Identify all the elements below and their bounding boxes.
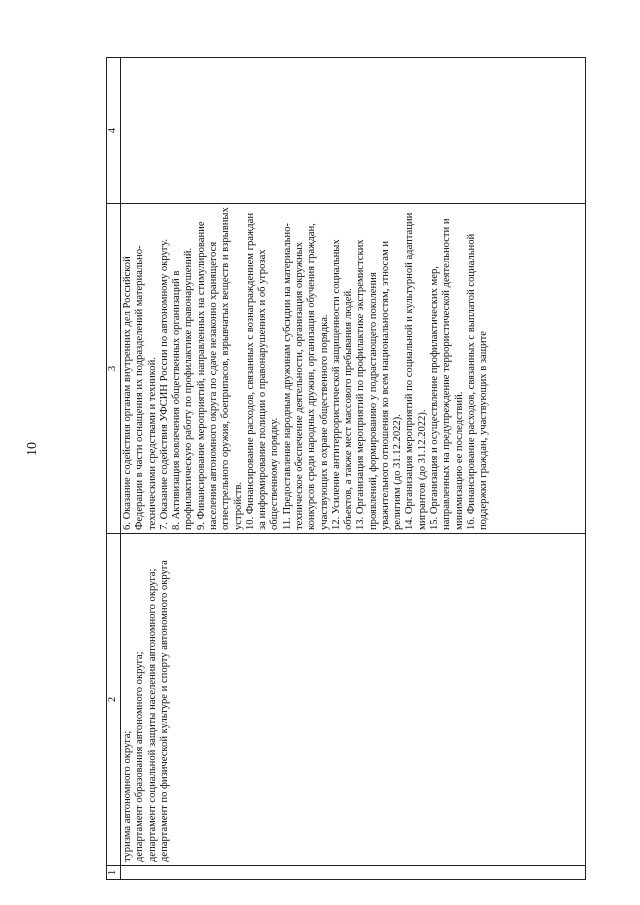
measure-item: 7. Оказание содействия УФСИН России по автономному округу. — [158, 238, 170, 530]
executor-line: департамент образования автономного округа; — [134, 651, 146, 862]
measure-item: 14. Организация мероприятий по социальной и культурной адаптации мигрантов (до 31.12.2022). — [404, 212, 428, 530]
measure-item: 6. Оказание содействия органам внутренних дел Российской Федерации в части оснащения их подразделений материально-техническими средствами и техникой. — [122, 245, 158, 530]
header-col-2: 2 — [107, 534, 121, 866]
header-row — [107, 58, 121, 880]
measure-item: 16. Финансирование расходов, связанных с выплатой социальной поддержки граждан, участвующих в защите — [465, 233, 490, 530]
executor-line: туризма автономного округа; — [122, 730, 133, 862]
program-table — [106, 57, 586, 880]
cell-col-3 — [121, 204, 586, 534]
header-col-4: 4 — [107, 58, 121, 204]
measure-item: 9. Финансирование мероприятий, направленных на стимулирование населения автономного округа по сдаче незаконно хранящегося огнестрельного оружия, боеприпасов, взрывчатых веществ и взрывных устройств. — [195, 207, 244, 530]
measure-item: 13. Организация мероприятий по профилактике экстремистских проявлений, формированию у подрастающего поколения уважительного отношения ко всем национальностям, этносам и религиям (до 31.12.2022). — [355, 239, 404, 530]
cell-col-2 — [121, 534, 586, 866]
measure-item: 8. Активизация вовлечения общественных организаций в профилактическую работу по профилактике правонарушений. — [171, 247, 195, 530]
measure-item: 11. Предоставление народным дружинам субсидии на материально-техническое обеспечение деятельности, организация окружных конкурсов среди народных дружин, организация обучения граждан, участвующих в охране общественного порядка. — [281, 223, 330, 530]
page-number — [0, 439, 66, 457]
measure-item: 15. Организация и осуществление профилактических мер, направленных на предупреждение террористической деятельности и минимизацию ее последствий. — [429, 218, 465, 530]
cell-col-4 — [121, 58, 586, 204]
executor-line: департамент по физической культуре и спорту автономного округа — [158, 560, 170, 862]
header-col-3: 3 — [107, 204, 121, 534]
executor-line: департамент социальной защиты населения автономного округа; — [146, 568, 158, 862]
page-number-text: 10 — [25, 442, 40, 456]
table-row — [121, 58, 586, 880]
rotated-table-container — [106, 58, 586, 880]
measure-item: 10. Финансирование расходов, связанных с вознаграждением граждан за информирование полиции о правонарушениях и об угрозах общественному порядку. — [244, 212, 281, 530]
measure-item: 12. Усиление антитеррористической защищенности социальных объектов, а также мест массового пребывания людей. — [330, 239, 355, 530]
header-col-1: 1 — [107, 866, 121, 880]
cell-col-1 — [121, 866, 586, 880]
